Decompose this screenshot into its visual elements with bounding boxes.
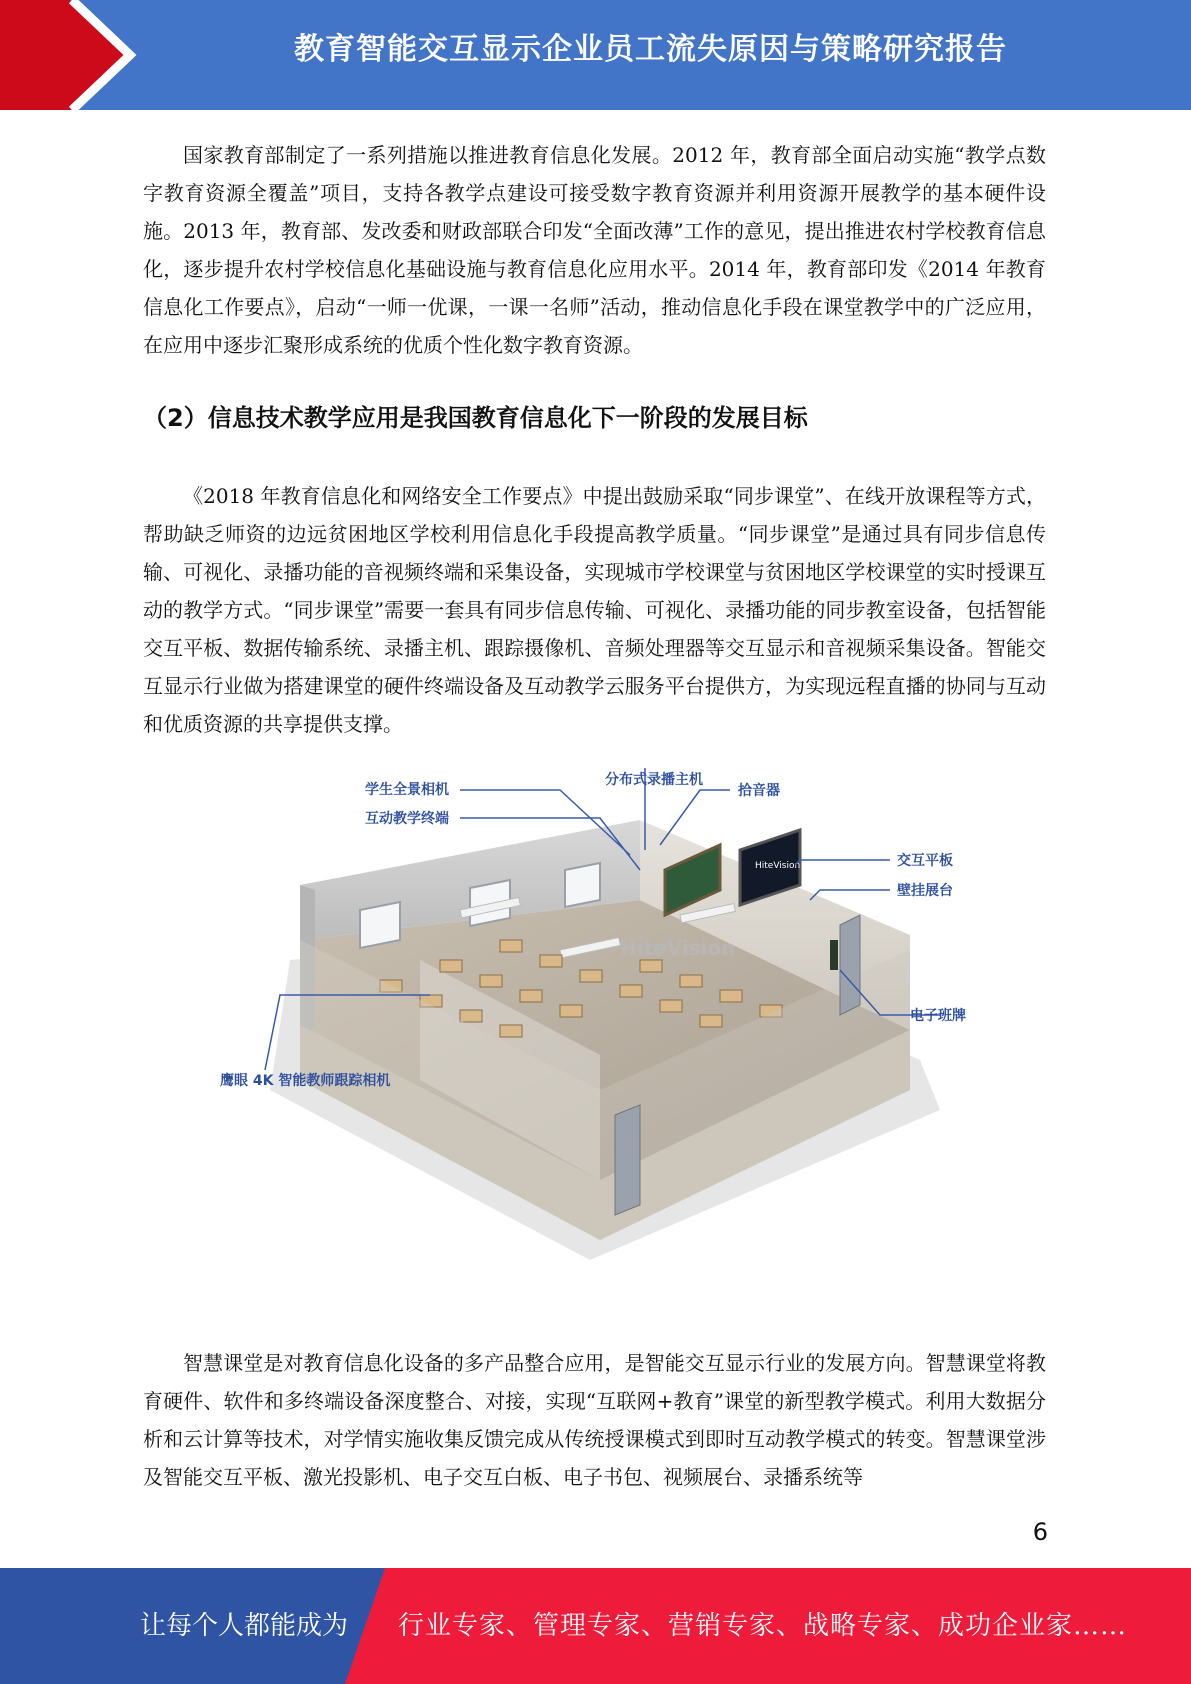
label-microphone: 拾音器	[738, 783, 780, 799]
section-heading: （2）信息技术教学应用是我国教育信息化下一阶段的发展目标	[143, 404, 808, 432]
label-teacher-camera: 鹰眼 4K 智能教师跟踪相机	[220, 1073, 391, 1089]
label-student-camera: 学生全景相机	[365, 782, 449, 798]
classroom-illustration	[220, 772, 1050, 1290]
watermark-text: HiteVision	[620, 936, 736, 960]
paragraph-policy-history: 国家教育部制定了一系列措施以推进教育信息化发展。2012 年，教育部全面启动实施“教学点数字教育资源全覆盖”项目，支持各教学点建设可接受数字教育资源并利用资源开展教学的基本硬件设施。2013 年，教育部、发改委和财政部联合印发“全面改薄”工作的意见，提出推进农村学校教育信息化，逐步提升农村学校信息化基础设施与教育信息化应用水平。2014 年，教育部印发《2014 年教育信息化工作要点》，启动“一师一优课，一课一名师”活动，推动信息化手段在课堂教学中的广泛应用，在应用中逐步汇聚形成系统的优质个性化数字教育资源。	[143, 143, 1046, 357]
paragraph-sync-classroom: 《2018 年教育信息化和网络安全工作要点》中提出鼓励采取“同步课堂”、在线开放课程等方式，帮助缺乏师资的边远贫困地区学校利用信息化手段提高教学质量。“同步课堂”是通过具有同步信息传输、可视化、录播功能的音视频终端和采集设备，实现城市学校课堂与贫困地区学校课堂的实时授课互动的教学方式。“同步课堂”需要一套具有同步信息传输、可视化、录播功能的同步教室设备，包括智能交互平板、数据传输系统、录播主机、跟踪摄像机、音频处理器等交互显示和音视频采集设备。智能交互显示行业做为搭建课堂的硬件终端设备及互动教学云服务平台提供方，为实现远程直播的协同与互动和优质资源的共享提供支撑。	[143, 484, 1046, 736]
report-title: 教育智能交互显示企业员工流失原因与策略研究报告	[294, 32, 1007, 67]
page-number: 6	[1032, 1518, 1048, 1546]
label-interactive-terminal: 互动教学终端	[365, 811, 449, 827]
label-electronic-class-sign: 电子班牌	[910, 1008, 966, 1024]
label-recorder-host: 分布式录播主机	[605, 772, 703, 788]
screen-brand: HiteVision	[755, 861, 801, 871]
page-footer	[0, 1568, 1191, 1684]
page-header	[0, 0, 1191, 110]
label-wall-booth: 壁挂展台	[897, 883, 953, 899]
class-sign-device	[830, 940, 838, 970]
paragraph-smart-classroom: 智慧课堂是对教育信息化设备的多产品整合应用，是智能交互显示行业的发展方向。智慧课堂将教育硬件、软件和多终端设备深度整合、对接，实现“互联网+教育”课堂的新型教学模式。利用大数据分析和云计算等技术，对学情实施收集反馈完成从传统授课模式到即时互动教学模式的转变。智慧课堂涉及智能交互平板、激光投影机、电子交互白板、电子书包、视频展台、录播系统等	[143, 1351, 1046, 1489]
label-interactive-panel: 交互平板	[897, 853, 953, 869]
footer-slogan-left: 让每个人都能成为	[140, 1611, 349, 1641]
footer-slogan-right: 行业专家、管理专家、营销专家、战略专家、成功企业家……	[398, 1611, 1128, 1641]
